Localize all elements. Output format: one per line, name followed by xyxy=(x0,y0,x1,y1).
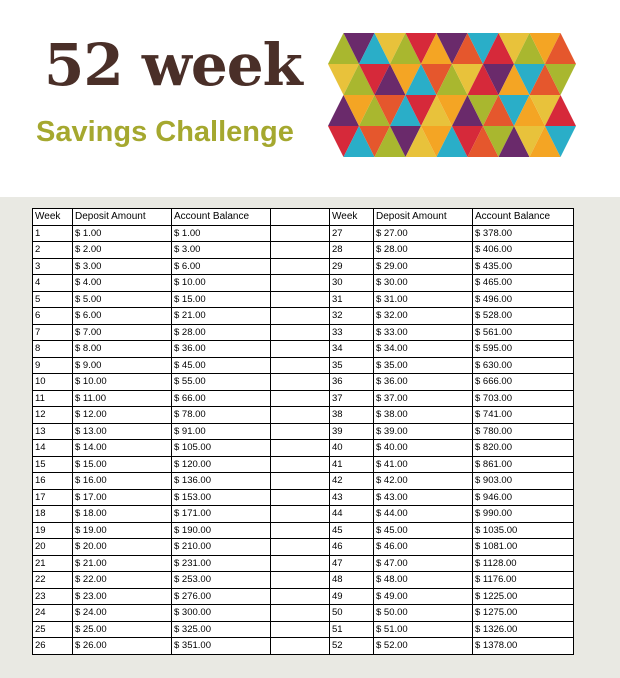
cell-balance: $ 861.00 xyxy=(473,456,574,473)
cell-deposit: $ 12.00 xyxy=(73,407,172,424)
cell-deposit: $ 10.00 xyxy=(73,374,172,391)
cell-week: 18 xyxy=(33,506,73,523)
cell-week: 20 xyxy=(33,539,73,556)
cell-week: 42 xyxy=(330,473,374,490)
table-row xyxy=(33,440,574,457)
cell-week: 9 xyxy=(33,357,73,374)
table-gap xyxy=(271,621,330,638)
table-row xyxy=(33,638,574,655)
cell-deposit: $ 44.00 xyxy=(374,506,473,523)
cell-balance: $ 231.00 xyxy=(172,555,271,572)
cell-balance: $ 595.00 xyxy=(473,341,574,358)
cell-deposit: $ 45.00 xyxy=(374,522,473,539)
table-row xyxy=(33,341,574,358)
cell-balance: $ 406.00 xyxy=(473,242,574,259)
cell-deposit: $ 31.00 xyxy=(374,291,473,308)
cell-week: 51 xyxy=(330,621,374,638)
cell-balance: $ 465.00 xyxy=(473,275,574,292)
cell-deposit: $ 34.00 xyxy=(374,341,473,358)
cell-balance: $ 820.00 xyxy=(473,440,574,457)
table-row xyxy=(33,291,574,308)
cell-week: 6 xyxy=(33,308,73,325)
cell-balance: $ 153.00 xyxy=(172,489,271,506)
page-subtitle: Savings Challenge xyxy=(36,116,294,148)
cell-deposit: $ 5.00 xyxy=(73,291,172,308)
table-row xyxy=(33,621,574,638)
cell-week: 32 xyxy=(330,308,374,325)
cell-week: 25 xyxy=(33,621,73,638)
cell-balance: $ 903.00 xyxy=(473,473,574,490)
table-row xyxy=(33,423,574,440)
table-row xyxy=(33,374,574,391)
cell-week: 50 xyxy=(330,605,374,622)
cell-week: 1 xyxy=(33,225,73,242)
cell-balance: $ 300.00 xyxy=(172,605,271,622)
cell-week: 41 xyxy=(330,456,374,473)
table-row xyxy=(33,588,574,605)
cell-deposit: $ 47.00 xyxy=(374,555,473,572)
cell-week: 8 xyxy=(33,341,73,358)
table-row xyxy=(33,473,574,490)
cell-deposit: $ 52.00 xyxy=(374,638,473,655)
table-row xyxy=(33,506,574,523)
cell-week: 48 xyxy=(330,572,374,589)
cell-week: 37 xyxy=(330,390,374,407)
cell-balance: $ 15.00 xyxy=(172,291,271,308)
cell-week: 28 xyxy=(330,242,374,259)
table-gap xyxy=(271,456,330,473)
cell-week: 10 xyxy=(33,374,73,391)
cell-deposit: $ 21.00 xyxy=(73,555,172,572)
table-row xyxy=(33,572,574,589)
cell-balance: $ 741.00 xyxy=(473,407,574,424)
cell-deposit: $ 23.00 xyxy=(73,588,172,605)
cell-balance: $ 190.00 xyxy=(172,522,271,539)
cell-week: 24 xyxy=(33,605,73,622)
cell-deposit: $ 42.00 xyxy=(374,473,473,490)
cell-week: 4 xyxy=(33,275,73,292)
cell-week: 44 xyxy=(330,506,374,523)
table-header-row xyxy=(33,209,574,226)
header xyxy=(0,0,620,197)
table-body xyxy=(33,225,574,654)
cell-deposit: $ 16.00 xyxy=(73,473,172,490)
cell-balance: $ 91.00 xyxy=(172,423,271,440)
cell-week: 21 xyxy=(33,555,73,572)
cell-week: 22 xyxy=(33,572,73,589)
cell-balance: $ 1.00 xyxy=(172,225,271,242)
table-gap xyxy=(271,258,330,275)
cell-balance: $ 990.00 xyxy=(473,506,574,523)
cell-balance: $ 1225.00 xyxy=(473,588,574,605)
cell-balance: $ 136.00 xyxy=(172,473,271,490)
cell-balance: $ 351.00 xyxy=(172,638,271,655)
cell-deposit: $ 18.00 xyxy=(73,506,172,523)
banner-triangles xyxy=(328,33,576,157)
cell-deposit: $ 37.00 xyxy=(374,390,473,407)
cell-week: 31 xyxy=(330,291,374,308)
cell-week: 52 xyxy=(330,638,374,655)
table-row xyxy=(33,275,574,292)
cell-deposit: $ 6.00 xyxy=(73,308,172,325)
cell-deposit: $ 50.00 xyxy=(374,605,473,622)
cell-balance: $ 496.00 xyxy=(473,291,574,308)
header-balance-right: Account Balance xyxy=(473,209,574,226)
table-row xyxy=(33,456,574,473)
cell-week: 36 xyxy=(330,374,374,391)
table-gap xyxy=(271,308,330,325)
cell-week: 23 xyxy=(33,588,73,605)
table-gap xyxy=(271,588,330,605)
table-gap xyxy=(271,407,330,424)
cell-week: 2 xyxy=(33,242,73,259)
table-gap xyxy=(271,209,330,226)
cell-week: 3 xyxy=(33,258,73,275)
cell-balance: $ 703.00 xyxy=(473,390,574,407)
cell-balance: $ 325.00 xyxy=(172,621,271,638)
table-gap xyxy=(271,522,330,539)
cell-balance: $ 3.00 xyxy=(172,242,271,259)
table-gap xyxy=(271,291,330,308)
cell-week: 26 xyxy=(33,638,73,655)
cell-deposit: $ 11.00 xyxy=(73,390,172,407)
cell-deposit: $ 15.00 xyxy=(73,456,172,473)
cell-week: 12 xyxy=(33,407,73,424)
table-row xyxy=(33,390,574,407)
cell-balance: $ 55.00 xyxy=(172,374,271,391)
cell-deposit: $ 38.00 xyxy=(374,407,473,424)
savings-table xyxy=(32,208,574,655)
cell-balance: $ 253.00 xyxy=(172,572,271,589)
table-gap xyxy=(271,242,330,259)
cell-balance: $ 45.00 xyxy=(172,357,271,374)
cell-deposit: $ 26.00 xyxy=(73,638,172,655)
cell-deposit: $ 46.00 xyxy=(374,539,473,556)
cell-deposit: $ 2.00 xyxy=(73,242,172,259)
table-gap xyxy=(271,555,330,572)
cell-balance: $ 1326.00 xyxy=(473,621,574,638)
cell-balance: $ 1275.00 xyxy=(473,605,574,622)
cell-balance: $ 561.00 xyxy=(473,324,574,341)
cell-deposit: $ 27.00 xyxy=(374,225,473,242)
cell-deposit: $ 20.00 xyxy=(73,539,172,556)
cell-deposit: $ 32.00 xyxy=(374,308,473,325)
triangle-banner-graphic xyxy=(328,33,576,157)
cell-deposit: $ 43.00 xyxy=(374,489,473,506)
cell-balance: $ 666.00 xyxy=(473,374,574,391)
table-gap xyxy=(271,539,330,556)
cell-balance: $ 780.00 xyxy=(473,423,574,440)
cell-week: 29 xyxy=(330,258,374,275)
cell-deposit: $ 3.00 xyxy=(73,258,172,275)
cell-balance: $ 1081.00 xyxy=(473,539,574,556)
table-row xyxy=(33,357,574,374)
table-row xyxy=(33,225,574,242)
table-row xyxy=(33,605,574,622)
cell-week: 30 xyxy=(330,275,374,292)
cell-balance: $ 630.00 xyxy=(473,357,574,374)
cell-week: 38 xyxy=(330,407,374,424)
cell-deposit: $ 51.00 xyxy=(374,621,473,638)
cell-deposit: $ 7.00 xyxy=(73,324,172,341)
cell-week: 11 xyxy=(33,390,73,407)
table-gap xyxy=(271,638,330,655)
table-row xyxy=(33,489,574,506)
cell-deposit: $ 28.00 xyxy=(374,242,473,259)
cell-deposit: $ 29.00 xyxy=(374,258,473,275)
cell-balance: $ 946.00 xyxy=(473,489,574,506)
header-week-left: Week xyxy=(33,209,73,226)
cell-deposit: $ 8.00 xyxy=(73,341,172,358)
cell-deposit: $ 33.00 xyxy=(374,324,473,341)
table-row xyxy=(33,539,574,556)
cell-balance: $ 1378.00 xyxy=(473,638,574,655)
cell-deposit: $ 40.00 xyxy=(374,440,473,457)
savings-table-wrap xyxy=(32,208,574,655)
cell-week: 49 xyxy=(330,588,374,605)
cell-balance: $ 1128.00 xyxy=(473,555,574,572)
table-row xyxy=(33,308,574,325)
header-deposit-right: Deposit Amount xyxy=(374,209,473,226)
cell-week: 40 xyxy=(330,440,374,457)
cell-week: 14 xyxy=(33,440,73,457)
cell-week: 27 xyxy=(330,225,374,242)
table-row xyxy=(33,242,574,259)
cell-balance: $ 6.00 xyxy=(172,258,271,275)
cell-week: 46 xyxy=(330,539,374,556)
cell-deposit: $ 17.00 xyxy=(73,489,172,506)
cell-deposit: $ 36.00 xyxy=(374,374,473,391)
cell-week: 34 xyxy=(330,341,374,358)
cell-balance: $ 528.00 xyxy=(473,308,574,325)
cell-balance: $ 1176.00 xyxy=(473,572,574,589)
table-row xyxy=(33,258,574,275)
cell-deposit: $ 39.00 xyxy=(374,423,473,440)
cell-deposit: $ 14.00 xyxy=(73,440,172,457)
table-gap xyxy=(271,605,330,622)
cell-week: 19 xyxy=(33,522,73,539)
cell-balance: $ 1035.00 xyxy=(473,522,574,539)
cell-balance: $ 66.00 xyxy=(172,390,271,407)
cell-balance: $ 10.00 xyxy=(172,275,271,292)
table-gap xyxy=(271,506,330,523)
header-deposit-left: Deposit Amount xyxy=(73,209,172,226)
cell-week: 5 xyxy=(33,291,73,308)
table-gap xyxy=(271,357,330,374)
cell-deposit: $ 25.00 xyxy=(73,621,172,638)
header-balance-left: Account Balance xyxy=(172,209,271,226)
cell-week: 15 xyxy=(33,456,73,473)
table-row xyxy=(33,555,574,572)
table-gap xyxy=(271,489,330,506)
table-gap xyxy=(271,374,330,391)
cell-balance: $ 36.00 xyxy=(172,341,271,358)
cell-deposit: $ 35.00 xyxy=(374,357,473,374)
header-week-right: Week xyxy=(330,209,374,226)
table-gap xyxy=(271,324,330,341)
cell-week: 39 xyxy=(330,423,374,440)
cell-week: 33 xyxy=(330,324,374,341)
cell-deposit: $ 19.00 xyxy=(73,522,172,539)
cell-week: 7 xyxy=(33,324,73,341)
cell-week: 43 xyxy=(330,489,374,506)
table-gap xyxy=(271,423,330,440)
cell-deposit: $ 49.00 xyxy=(374,588,473,605)
table-row xyxy=(33,324,574,341)
cell-deposit: $ 24.00 xyxy=(73,605,172,622)
cell-deposit: $ 30.00 xyxy=(374,275,473,292)
cell-week: 45 xyxy=(330,522,374,539)
cell-balance: $ 171.00 xyxy=(172,506,271,523)
cell-balance: $ 78.00 xyxy=(172,407,271,424)
cell-balance: $ 378.00 xyxy=(473,225,574,242)
cell-balance: $ 210.00 xyxy=(172,539,271,556)
cell-deposit: $ 48.00 xyxy=(374,572,473,589)
cell-deposit: $ 41.00 xyxy=(374,456,473,473)
cell-deposit: $ 9.00 xyxy=(73,357,172,374)
cell-week: 47 xyxy=(330,555,374,572)
cell-week: 13 xyxy=(33,423,73,440)
cell-deposit: $ 13.00 xyxy=(73,423,172,440)
cell-balance: $ 276.00 xyxy=(172,588,271,605)
cell-balance: $ 21.00 xyxy=(172,308,271,325)
cell-balance: $ 28.00 xyxy=(172,324,271,341)
table-gap xyxy=(271,225,330,242)
table-gap xyxy=(271,341,330,358)
table-gap xyxy=(271,572,330,589)
table-row xyxy=(33,407,574,424)
table-gap xyxy=(271,440,330,457)
cell-deposit: $ 22.00 xyxy=(73,572,172,589)
cell-week: 16 xyxy=(33,473,73,490)
cell-deposit: $ 1.00 xyxy=(73,225,172,242)
table-gap xyxy=(271,473,330,490)
table-gap xyxy=(271,390,330,407)
table-gap xyxy=(271,275,330,292)
cell-deposit: $ 4.00 xyxy=(73,275,172,292)
page-title: 52 week xyxy=(44,31,302,99)
table-row xyxy=(33,522,574,539)
cell-balance: $ 120.00 xyxy=(172,456,271,473)
cell-week: 35 xyxy=(330,357,374,374)
cell-balance: $ 105.00 xyxy=(172,440,271,457)
cell-week: 17 xyxy=(33,489,73,506)
cell-balance: $ 435.00 xyxy=(473,258,574,275)
